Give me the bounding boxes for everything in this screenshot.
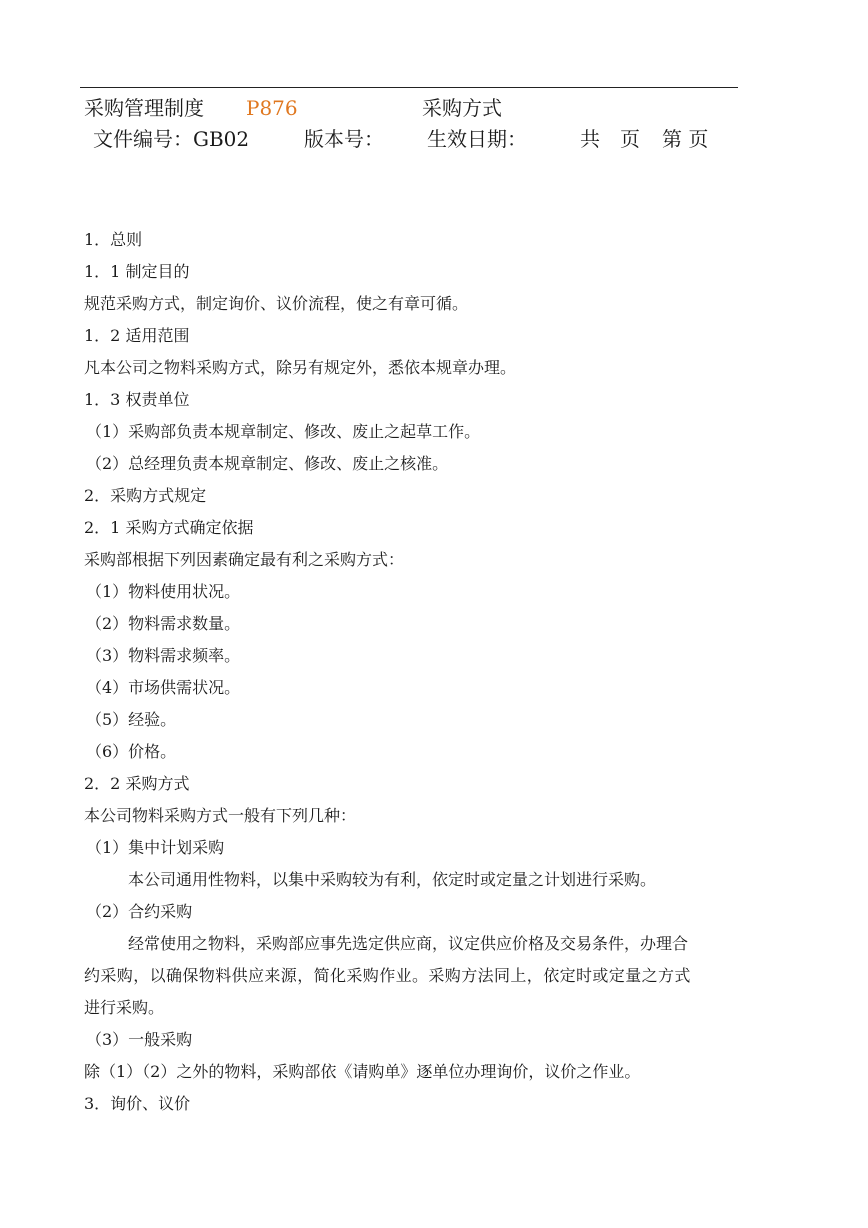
list-item: （1）物料使用状况。 — [86, 582, 241, 601]
list-item: （6）价格。 — [86, 742, 177, 761]
page-number-label: 第 页 — [662, 127, 709, 151]
section-heading: 3．询价、议价 — [84, 1094, 191, 1113]
paragraph: 本公司物料采购方式一般有下列几种： — [84, 806, 357, 825]
total-pages-label: 共 页 — [580, 127, 640, 151]
paragraph: 规范采购方式，制定询价、议价流程，使之有章可循。 — [84, 294, 469, 313]
subsection-heading: 1．1 制定目的 — [84, 262, 190, 281]
subsection-heading: 2．1 采购方式确定依据 — [84, 518, 254, 537]
paragraph: 采购部根据下列因素确定最有利之采购方式： — [84, 550, 405, 569]
indented-paragraph: 本公司通用性物料，以集中采购较为有利，依定时或定量之计划进行采购。 — [128, 870, 657, 889]
subsection-heading: 1．3 权责单位 — [84, 390, 190, 409]
section-heading: 2．采购方式规定 — [84, 486, 207, 505]
paragraph: 除（1）（2）之外的物料，采购部依《请购单》逐单位办理询价，议价之作业。 — [84, 1062, 641, 1081]
doc-subject: 采购方式 — [422, 96, 502, 120]
file-number: 文件编号：GB02 — [93, 127, 250, 151]
list-item: （3）一般采购 — [86, 1030, 193, 1049]
list-item: （1）集中计划采购 — [86, 838, 225, 857]
document-body — [84, 224, 744, 1120]
doc-title: 采购管理制度 — [84, 96, 204, 120]
paragraph: 凡本公司之物料采购方式，除另有规定外，悉依本规章办理。 — [84, 358, 517, 377]
subsection-heading: 2．2 采购方式 — [84, 774, 190, 793]
section-heading: 1．总则 — [84, 230, 143, 249]
paragraph-continuation: 约采购，以确保物料供应来源，简化采购作业。采购方法同上，依定时或定量之方式 — [84, 966, 691, 985]
list-item: （2）合约采购 — [86, 902, 193, 921]
subsection-heading: 1．2 适用范围 — [84, 326, 190, 345]
indented-paragraph: 经常使用之物料，采购部应事先选定供应商，议定供应价格及交易条件，办理合 — [128, 934, 689, 953]
header-rule — [80, 87, 738, 88]
effective-date-label: 生效日期： — [427, 127, 527, 151]
version-label: 版本号： — [304, 127, 384, 151]
list-item: （2）总经理负责本规章制定、修改、废止之核准。 — [86, 454, 449, 473]
list-item: （4）市场供需状况。 — [86, 678, 241, 697]
list-item: （5）经验。 — [86, 710, 177, 729]
paragraph-continuation: 进行采购。 — [84, 998, 165, 1017]
doc-code: P876 — [246, 96, 298, 120]
list-item: （1）采购部负责本规章制定、修改、废止之起草工作。 — [86, 422, 481, 441]
list-item: （2）物料需求数量。 — [86, 614, 241, 633]
list-item: （3）物料需求频率。 — [86, 646, 241, 665]
